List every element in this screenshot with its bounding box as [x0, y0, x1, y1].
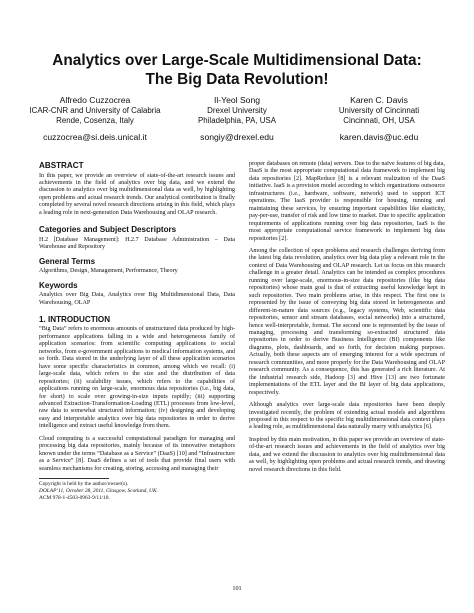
categories-heading: Categories and Subject Descriptors — [39, 225, 177, 235]
keywords-heading: Keywords — [39, 280, 78, 290]
author-name: Alfredo Cuzzocrea — [59, 95, 131, 105]
right-paragraph-3: Although analytics over large-scale data repositories have been deeply investigated recently, the problem of extending actual models and algorithms proposed in this respect to the specific big multidimensional data context plays a leading role, as multidimensional data naturally marry with analytics [6]. — [249, 402, 445, 431]
page-number: 101 — [232, 585, 242, 592]
abstract-heading: ABSTRACT — [39, 161, 84, 170]
author-block — [20, 95, 454, 145]
author-email[interactable]: songiy@drexel.edu — [200, 131, 274, 142]
title-line-2: The Big Data Revolution! — [145, 70, 329, 88]
abstract-text: In this paper, we provide an overview of state-of-the-art research issues and achievements in the field of analytics over big data, and we extend the discussion to analytics over big multidimensional data as well, by highlighting open problems and actual research trends. Our analytical contribution is finally completed by several novel research directions arising in this field, which plays a leading role in next-generation Data Warehousing and OLAP research. — [39, 172, 235, 216]
author-affiliation: University of Cincinnati — [338, 105, 420, 115]
author-name: Il-Yeol Song — [213, 95, 261, 105]
paper-title — [20, 52, 454, 89]
conference-line: DOLAP’11, October 28, 2011, Glasgow, Scotland, UK. — [39, 487, 158, 494]
author-email[interactable]: karen.davis@uc.edu — [339, 131, 419, 142]
copyright-line: Copyright is held by the author/owner(s). — [39, 481, 129, 488]
intro-paragraph-1: “Big Data” refers to enormous amounts of unstructured data produced by high-performance applications falling in a wide and heterogeneous family of application scenarios: from scientific computing applications to social networks, from e-government applications to medical information systems, and so forth. Data stored in the underlying layer of all these application scenarios have some specific characteristics in common, among which we recall: (i) large-scale data, which refers to the size and the distribution of data repositories; (ii) scalability issues, which refers to the capabilities of applications running on large-scale, enormous data repositories (i.e., big data, for short) to scale over growing-in-size inputs rapidly; (iii) supporting advanced Extraction-Transformation-Loading (ETL) processes from low-level, raw data to somewhat structured information; (iv) designing and developing easy and interpretable analytics over big data repositories in order to derive intelligence and extract useful knowledge from them. — [39, 326, 235, 430]
author-affiliation: Drexel University — [207, 105, 267, 115]
author-email[interactable]: cuzzocrea@si.deis.unical.it — [43, 131, 147, 142]
acm-line: ACM 978-1-4503-0963-9/11/10. — [39, 494, 110, 501]
copyright-notice — [39, 481, 235, 501]
author-location: Rende, Cosenza, Italy — [56, 116, 134, 125]
title-line-1: Analytics over Large-Scale Multidimensional Data: — [52, 52, 422, 69]
right-column — [249, 161, 445, 479]
left-column — [39, 161, 235, 501]
author-1 — [20, 95, 170, 142]
terms-text: Algorithms, Design, Management, Performance, Theory — [39, 268, 178, 275]
author-location: Philadelphia, PA, USA — [198, 116, 276, 125]
right-paragraph-4: Inspired by this main motivation, in this paper we provide an overview of state-of-the-art research issues and achievements in the field of analytics over big data, and we extend the discussion to analytics over big multidimensional data as well, by highlighting open problems and actual research trends, and drawing novel research directions in this field. — [249, 436, 445, 473]
terms-heading: General Terms — [39, 256, 96, 266]
author-3 — [304, 95, 454, 142]
intro-paragraph-2: Cloud computing is a successful computational paradigm for managing and processing big data repositories, mainly because of its innovative metaphors known under the terms “Database as a Service” (DaaS) [10] and “Infrastructure as a Service” [8]. DaaS defines a set of tools that provide final users with seamless mechanisms for creating, storing, accessing and managing their — [39, 435, 235, 472]
author-location: Cincinnati, OH, USA — [343, 116, 415, 125]
keywords-text: Analytics over Big Data, Analytics over Big Multidimensional Data, Data Warehousing, OLAP — [39, 292, 235, 306]
author-2 — [162, 95, 312, 142]
right-paragraph-2: Among the collection of open problems and research challenges deriving from the latest big data revolution, analytics over big data play a relevant role in the context of Data Warehousing and OLAP research. Let us focus on this research challenge in a greater detail. Analytics can be intended as complex procedures running over large-scale, enormous-in-size data repositories (like big data repositories) whose main goal is that of extracting useful knowledge kept in such repositories. Two main problems arise, in this respect. The first one is represented by the issue of conveying big data stored in heterogeneous and different-in-nature data sources (e.g., legacy systems, Web, scientific data repositories, sensor and stream databases, social networks) into a structured, hence well-interpretable, format. The second one is represented by the issue of managing, processing and transforming so-extracted structured data repositories in order to derive Business Intelligence (BI) components like diagrams, plots, dashboards, and so forth, for decision making purposes. Actually, both these aspects are of emerging interest for a wide spectrum of research communities, and more properly for the Data Warehousing and OLAP research community. As a consequence, this has generated a rich literature. At the industrial research side, Hadoop [3] and Hive [13] are two fortunate implementations of the ETL layer and the BI layer of big data applications, respectively. — [249, 247, 445, 396]
right-paragraph-1: proper databases on remote (data) servers. Due to the naïve features of big data, DaaS is the most appropriate computational data framework to implement big data repositories [2]. MapReduce [8] is a relevant realization of the DaaS initiative. IaaS is a provision model according to which organizations outsource infrastructures (i.e., hardware, software, network) used to support ICT operations. The IaaS provider is responsible for housing, running and maintaining these services, by ensuring important capabilities like elasticity, pay-per-use, transfer of risk and low time to market. Due to specific application requirements of applications running over big data repositories, IaaS is the most appropriate computational service framework to implement big data repositories [2]. — [249, 161, 445, 242]
categories-text: H.2 [Database Management]: H.2.7 Database Administration – Data Warehouse and Repository — [39, 236, 235, 251]
author-affiliation: ICAR-CNR and University of Calabria — [29, 105, 161, 115]
author-name: Karen C. Davis — [350, 95, 408, 105]
intro-heading: 1. INTRODUCTION — [39, 314, 111, 324]
footnote-separator — [39, 478, 109, 479]
